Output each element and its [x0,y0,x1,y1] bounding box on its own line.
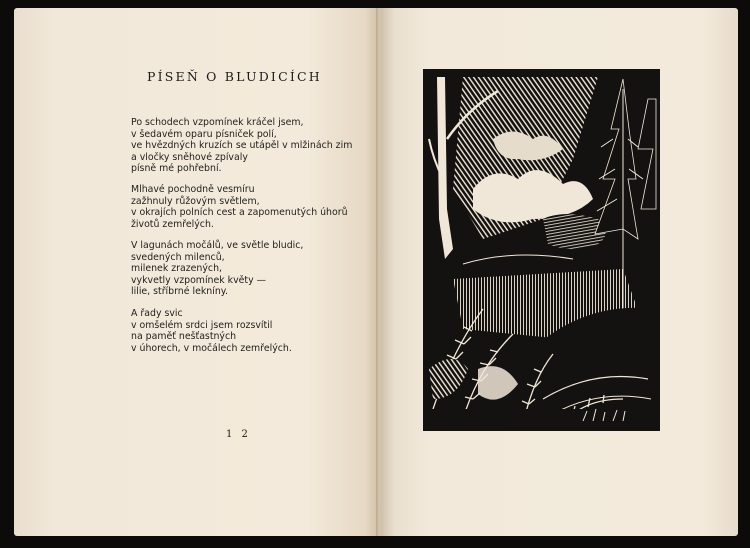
poem-line: písně mé pohřební. [131,163,222,175]
stanza-4 [131,308,292,354]
poem-line: v šedavém oparu písniček polí, [131,128,277,140]
stanza-3 [131,240,303,298]
poem-line: v omšelém srdci jsem rozsvítil [131,319,273,331]
poem-line: Po schodech vzpomínek kráčel jsem, [131,117,304,128]
poem-line: svedených milenců, [131,251,225,263]
poem-line: životů zemřelých. [131,218,214,230]
poem-line: V lagunách močálů, ve světle bludic, [131,240,304,251]
poem-line: v okrajích polních cest a zapomenutých úhorů [131,207,348,219]
poem-line: ve hvězdných kruzích se utápěl v mlžinách zim [131,140,353,152]
poem-line: na paměť nešťastných [131,331,237,343]
page-number: 1 2 [226,429,251,440]
poem-line: milenek zrazených, [131,263,223,275]
poem-title: PÍSEŇ O BLUDICÍCH [147,69,322,84]
poem-line: a vločky sněhové zpívaly [131,151,248,163]
stanza-2 [131,184,348,230]
poem-line: vykvetly vzpomínek květy — [131,274,266,286]
poem-line: A řady svic [131,308,183,319]
poem-line: Mlhavé pochodně vesmíru [131,184,255,195]
poem-line: lilie, stříbrné lekníny. [131,286,228,298]
poem-line: zažhnuly růžovým světlem, [131,195,260,207]
woodcut-illustration [423,69,660,431]
stanza-1 [131,117,352,175]
poem-line: v úhorech, v močálech zemřelých. [131,342,292,354]
left-page [14,8,380,536]
